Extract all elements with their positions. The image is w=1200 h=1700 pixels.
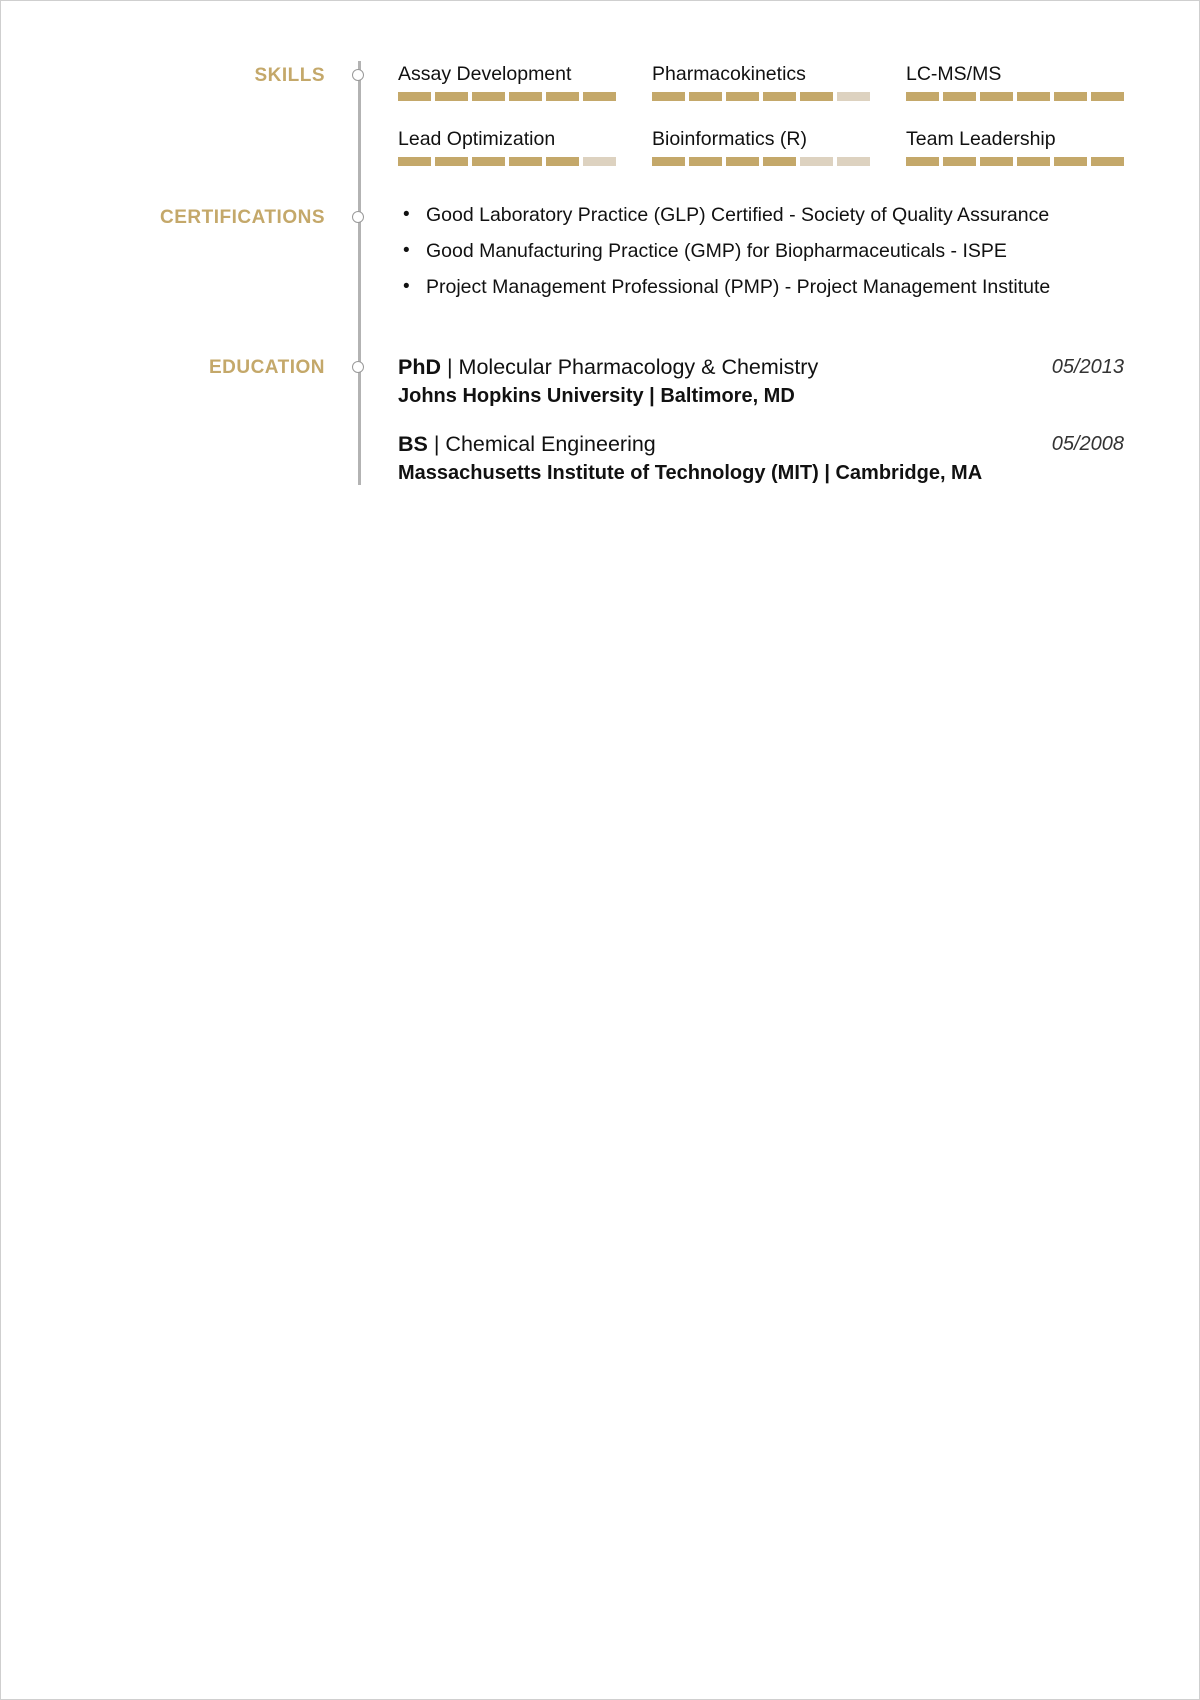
skill-level-bar (398, 92, 616, 101)
skill-segment-filled (546, 92, 579, 101)
skills-heading: SKILLS (254, 65, 325, 86)
skill-name: Assay Development (398, 63, 572, 85)
skill-level-bar (652, 92, 870, 101)
skill-name: Pharmacokinetics (652, 63, 806, 85)
certifications-list (398, 203, 1050, 311)
skill-segment-filled (398, 157, 431, 166)
education-field: Molecular Pharmacology & Chemistry (458, 355, 819, 379)
bullet-icon: • (403, 204, 410, 225)
skill-segment-filled (546, 157, 579, 166)
education-institution: Johns Hopkins University | Baltimore, MD (398, 385, 795, 407)
education-separator: | (427, 432, 446, 456)
skill-segment-filled (763, 92, 796, 101)
skill-level-bar (652, 157, 870, 166)
skill-item (906, 127, 1124, 166)
education-date: 05/2013 (1051, 356, 1124, 378)
skill-item (398, 127, 616, 166)
education-separator: | (441, 355, 459, 379)
skill-segment-filled (980, 157, 1013, 166)
skill-level-bar (906, 92, 1124, 101)
skill-level-bar (398, 157, 616, 166)
timeline-dot-icon (352, 69, 364, 81)
certifications-heading: CERTIFICATIONS (160, 207, 325, 228)
timeline-dot-icon (352, 361, 364, 373)
skill-segment-filled (652, 157, 685, 166)
skill-segment-filled (583, 92, 616, 101)
skills-grid (398, 62, 1124, 166)
skill-segment-empty (800, 157, 833, 166)
skill-segment-filled (763, 157, 796, 166)
education-degree: BS (398, 432, 428, 456)
skill-segment-filled (906, 157, 939, 166)
education-entry (398, 354, 1124, 408)
skill-segment-filled (472, 157, 505, 166)
skill-segment-filled (1054, 157, 1087, 166)
certification-text: Good Manufacturing Practice (GMP) for Biopharmaceuticals - ISPE (426, 240, 1007, 262)
skill-segment-filled (509, 92, 542, 101)
skill-segment-filled (906, 92, 939, 101)
skill-segment-filled (800, 92, 833, 101)
timeline-line (358, 61, 361, 485)
skill-name: Bioinformatics (R) (652, 128, 807, 150)
skill-segment-filled (652, 92, 685, 101)
education-degree: PhD (398, 355, 441, 379)
skill-segment-filled (689, 92, 722, 101)
certification-item (398, 239, 1050, 263)
skill-segment-filled (435, 92, 468, 101)
skill-segment-filled (398, 92, 431, 101)
skill-segment-empty (837, 157, 870, 166)
skill-name: Team Leadership (906, 128, 1056, 150)
certification-item (398, 275, 1050, 299)
skill-name: Lead Optimization (398, 128, 556, 150)
skill-segment-empty (837, 92, 870, 101)
skill-segment-filled (1054, 92, 1087, 101)
education-entry (398, 431, 1124, 485)
skill-segment-filled (943, 157, 976, 166)
skill-item (652, 62, 870, 101)
skill-item (398, 62, 616, 101)
education-degree-line (398, 431, 1124, 457)
skill-name: LC-MS/MS (906, 63, 1002, 85)
certification-item (398, 203, 1050, 227)
education-field: Chemical Engineering (445, 432, 656, 456)
skill-segment-filled (689, 157, 722, 166)
skill-segment-filled (1091, 92, 1124, 101)
timeline-dot-icon (352, 211, 364, 223)
skill-segment-filled (726, 92, 759, 101)
certification-text: Good Laboratory Practice (GLP) Certified - Society of Quality Assurance (426, 204, 1050, 226)
skill-segment-filled (1017, 157, 1050, 166)
education-institution: Massachusetts Institute of Technology (MIT) | Cambridge, MA (398, 462, 983, 484)
skill-segment-filled (509, 157, 542, 166)
certification-text: Project Management Professional (PMP) - Project Management Institute (426, 276, 1051, 298)
skill-item (906, 62, 1124, 101)
skill-segment-empty (583, 157, 616, 166)
bullet-icon: • (403, 240, 410, 261)
education-date: 05/2008 (1051, 433, 1124, 455)
education-heading: EDUCATION (208, 357, 325, 378)
skill-level-bar (906, 157, 1124, 166)
skill-segment-filled (980, 92, 1013, 101)
skill-segment-filled (435, 157, 468, 166)
skill-segment-filled (472, 92, 505, 101)
skill-segment-filled (943, 92, 976, 101)
skill-segment-filled (1017, 92, 1050, 101)
bullet-icon: • (403, 276, 410, 297)
education-degree-line (398, 354, 1124, 380)
skill-item (652, 127, 870, 166)
skill-segment-filled (1091, 157, 1124, 166)
skill-segment-filled (726, 157, 759, 166)
